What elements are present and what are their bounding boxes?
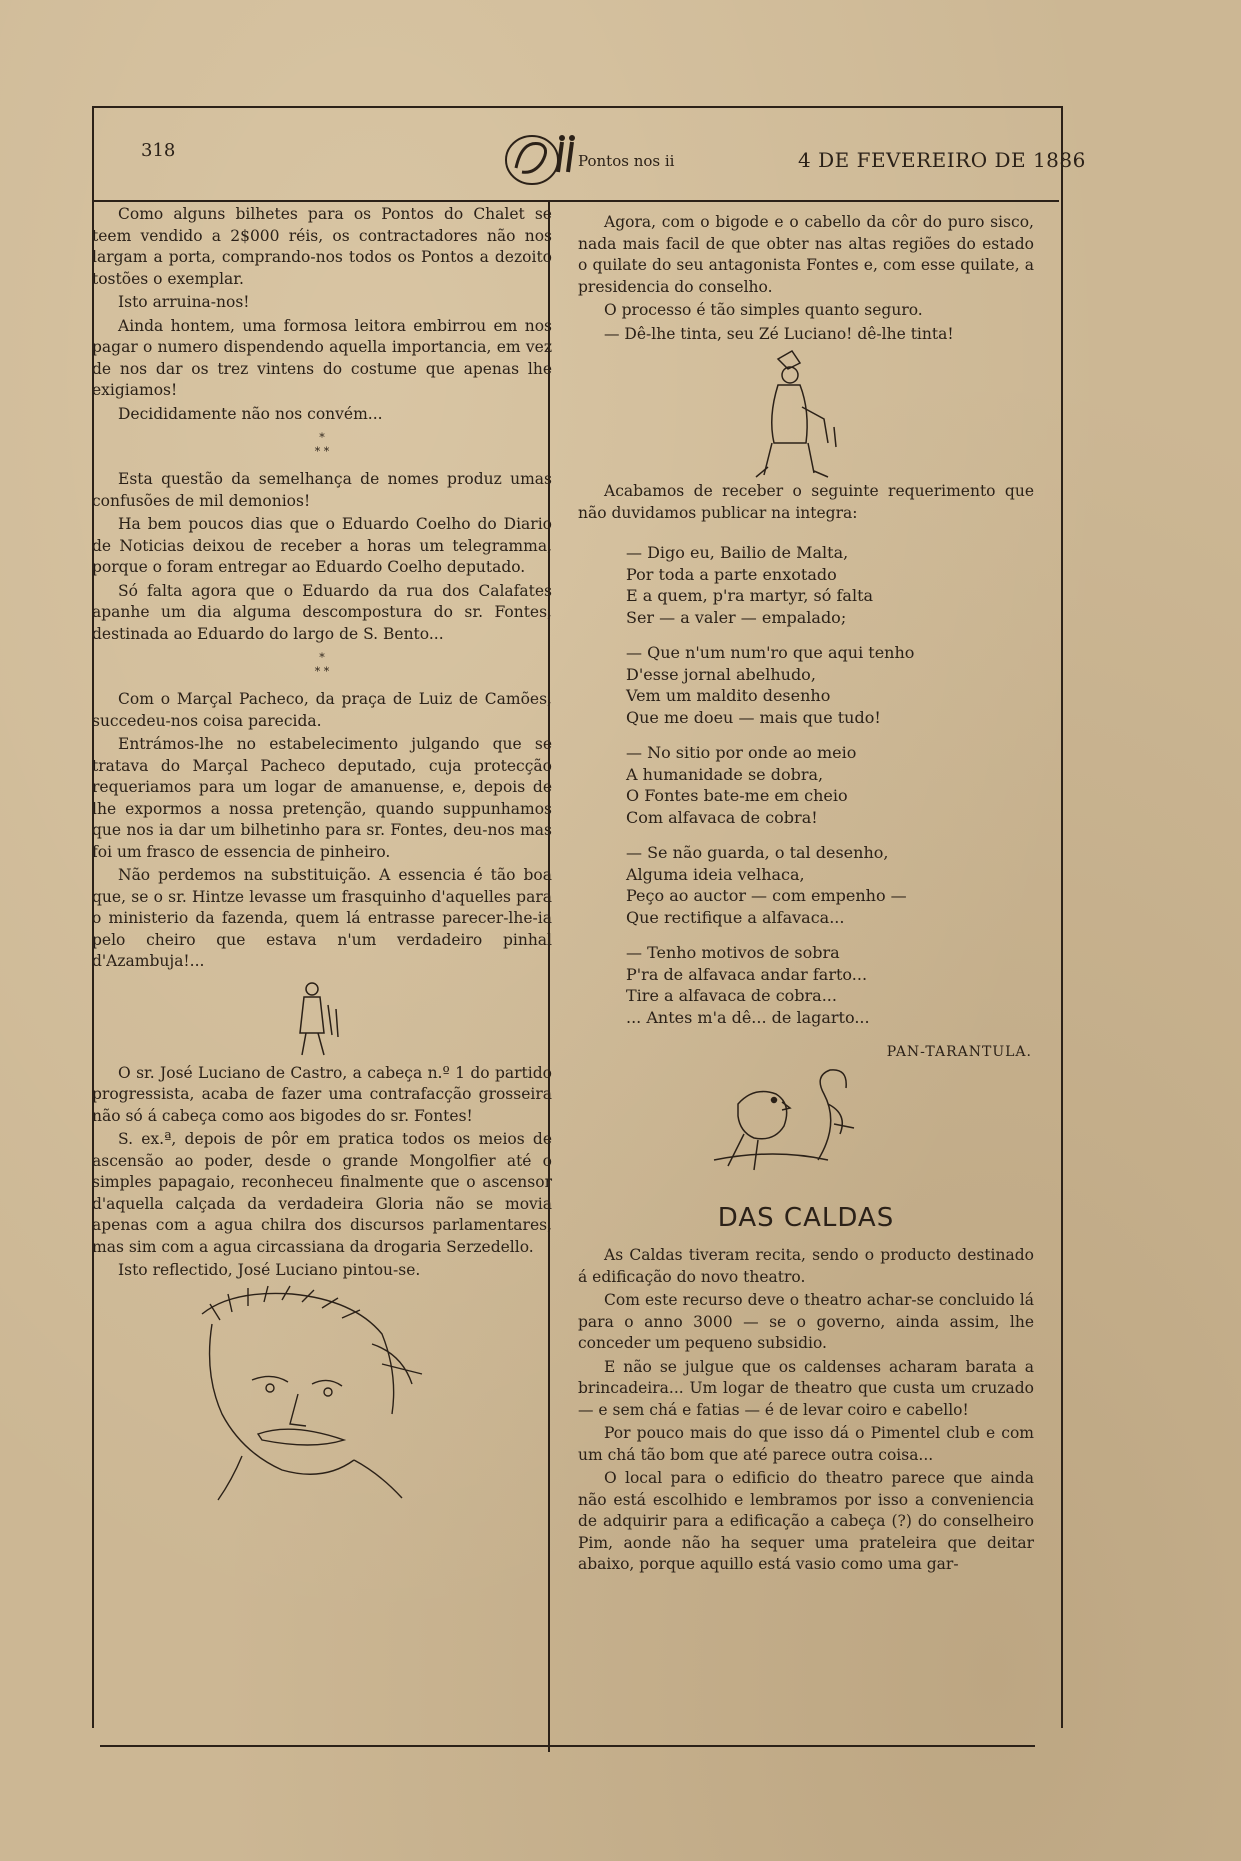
page-number: 318 xyxy=(141,140,176,161)
masthead-text: Pontos nos ii xyxy=(578,152,675,170)
author-signature: PAN-TARANTULA. xyxy=(886,1044,1032,1060)
paragraph: Isto arruina-nos! xyxy=(118,293,250,311)
paragraph: Por pouco mais do que isso dá o Pimentel club e com um chá tão bom que até parece outra coisa... xyxy=(578,1424,1034,1464)
left-column xyxy=(92,204,552,1504)
portrait-sketch-icon xyxy=(92,1284,552,1504)
right-column xyxy=(578,212,1034,1578)
paragraph: O processo é tão simples quanto seguro. xyxy=(604,301,923,319)
bird-ornament-icon xyxy=(578,1064,1034,1182)
paragraph: Com o Marçal Pacheco, da praça de Luiz de Camões, succedeu-nos coisa parecida. xyxy=(92,690,552,730)
issue-date: 4 DE FEVEREIRO DE 1886 xyxy=(798,148,1086,172)
verse-stanza: — Tenho motivos de sobra P'ra de alfavaca andar farto... Tire a alfavaca de cobra... ... Antes m'a dê... de lagarto... xyxy=(626,943,870,1027)
paragraph: Ainda hontem, uma formosa leitora embirrou em nos pagar o numero dispendendo aquella importancia, em vez de nos dar os trez vintens do costume que apenas lhe exigiamos! xyxy=(92,316,552,399)
paragraph: Acabamos de receber o seguinte requerimento que não duvidamos publicar na integra: xyxy=(578,482,1034,522)
paragraph: Só falta agora que o Eduardo da rua dos Calafates apanhe um dia alguma descompostura do sr. Fontes, destinada ao Eduardo do largo de S. Bento... xyxy=(92,581,552,643)
paragraph: O local para o edificio do theatro parece que ainda não está escolhido e lembramos por isso a conveniencia de adquirir para a edificação a cabeça (?) do conselheiro Pim, aonde não ha sequer uma prateleira que deitar abaixo, porque aquillo está vasio como uma gar- xyxy=(578,1469,1034,1573)
section-title: DAS CALDAS xyxy=(717,1202,895,1233)
verse-stanza: — No sitio por onde ao meio A humanidade se dobra, O Fontes bate-me em cheio Com alfavaca de cobra! xyxy=(626,743,857,827)
paragraph: Esta questão da semelhança de nomes produz umas confusões de mil demonios! xyxy=(92,470,552,510)
paragraph: Entrámos-lhe no estabelecimento julgando que se tratava do Marçal Pacheco deputado, cuja protecção requeriamos para um logar de amanuense, e, depois de lhe expormos a nossa pretenção, quando suppunhamos que nos ia dar um bilhetinho para sr. Fontes, deu-nos mas foi um frasco de essencia de pinheiro. xyxy=(92,735,552,861)
paragraph: Como alguns bilhetes para os Pontos do Chalet se teem vendido a 2$000 réis, os contractadores não nos largam a porta, comprando-nos todos os Pontos a dezoito tostões o exemplar. xyxy=(92,205,552,288)
paragraph: Com este recurso deve o theatro achar-se concluido lá para o anno 3000 — se o governo, ainda assim, lhe conceder um pequeno subsidio. xyxy=(578,1291,1034,1352)
paragraph: As Caldas tiveram recita, sendo o producto destinado á edificação do novo theatro. xyxy=(578,1246,1034,1286)
verse-stanza: — Se não guarda, o tal desenho, Alguma ideia velhaca, Peço ao auctor — com empenho — Que rectifique a alfavaca... xyxy=(626,843,907,927)
verse-stanza: — Digo eu, Bailio de Malta, Por toda a parte enxotado E a quem, p'ra martyr, só falta Ser — a valer — empalado; xyxy=(626,543,874,627)
masthead-logo-icon xyxy=(502,128,675,190)
paragraph: E não se julgue que os caldenses acharam barata a brincadeira... Um logar de theatro que custa um cruzado — e sem chá e fatias — é de levar coiro e cabello! xyxy=(578,1357,1034,1419)
header-rule xyxy=(92,200,1059,202)
paragraph: Agora, com o bigode e o cabello da côr do puro sisco, nada mais facil de que obter nas altas regiões do estado o quilate do seu antagonista Fontes e, com esse quilate, a presidencia do conselho. xyxy=(578,213,1034,296)
figure-illustration-icon xyxy=(578,347,1034,481)
paragraph: Decididamente não nos convém... xyxy=(118,404,383,423)
paragraph: Não perdemos na substituição. A essencia é tão boa que, se o sr. Hintze levasse um frasquinho d'aquelles para o ministerio da fazenda, quem lá entrasse parecer-lhe-ia pelo cheiro que estava n'um verdadeiro pinhal d'Azambuja!... xyxy=(92,866,552,970)
paragraph: S. ex.ª, depois de pôr em pratica todos os meios de ascensão ao poder, desde o grande Mongolfier até o simples papagaio, reconheceu finalmente que o ascensor d'aquella calçada da verdadeira Gloria não se movia apenas com a agua chilra dos discursos parlamentares, mas sim com a agua circassiana da drogaria Serzedello. xyxy=(92,1130,552,1256)
paragraph: Isto reflectido, José Luciano pintou-se. xyxy=(118,1261,421,1279)
paragraph: O sr. José Luciano de Castro, a cabeça n.º 1 do partido progressista, acaba de fazer uma contrafacção grosseira não só á cabeça como aos bigodes do sr. Fontes! xyxy=(92,1063,552,1125)
paragraph: Ha bem poucos dias que o Eduardo Coelho do Diario de Noticias deixou de receber a horas um telegramma, porque o foram entregar ao Eduardo Coelho deputado. xyxy=(92,515,552,576)
asterism: * * * xyxy=(314,431,330,458)
bottom-rule xyxy=(100,1745,1035,1747)
small-figure-illustration-icon xyxy=(92,975,552,1063)
paragraph: — Dê-lhe tinta, seu Zé Luciano! dê-lhe tinta! xyxy=(604,324,954,343)
verse-stanza: — Que n'um num'ro que aqui tenho D'esse jornal abelhudo, Vem um maldito desenho Que me doeu — mais que tudo! xyxy=(626,643,915,727)
asterism: * * * xyxy=(314,651,330,678)
